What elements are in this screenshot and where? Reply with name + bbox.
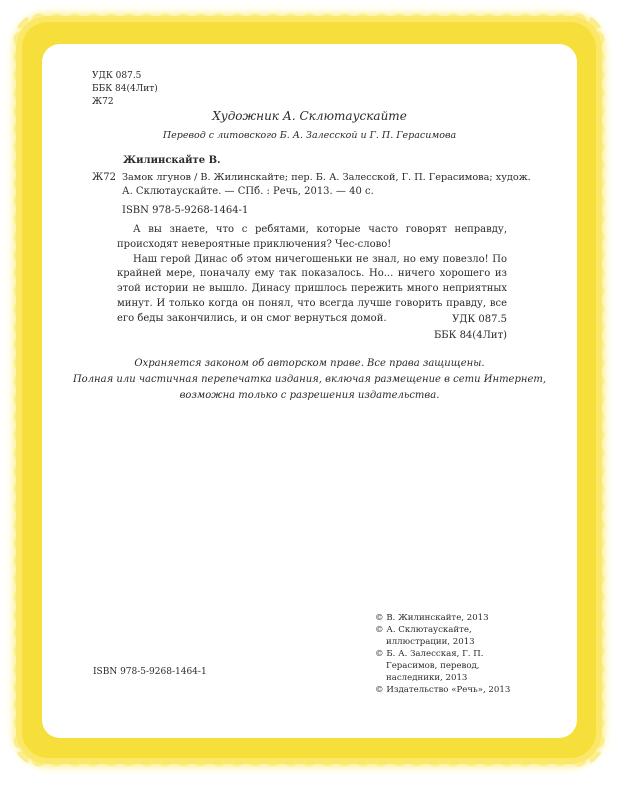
catalog-isbn: ISBN 978-5-9268-1464-1	[122, 205, 249, 216]
author-mark: Ж72	[92, 97, 114, 107]
udk-code: УДК 087.5	[92, 71, 142, 81]
artist-credit-text: Художник А. Склютаускайте	[212, 109, 407, 123]
catalog-mark: Ж72	[92, 172, 116, 183]
annotation	[117, 223, 507, 327]
catalog-entry-line1: Замок лгунов / В. Жилинскайте; пер. Б. А. Залесской, Г. П. Герасимова; худож.	[122, 172, 531, 183]
udk-code-right: УДК 087.5	[452, 314, 507, 325]
translation-credit	[0, 129, 619, 143]
rights-text: Охраняется законом об авторском праве. Все права защищены.	[134, 358, 485, 369]
artist-credit	[0, 109, 619, 123]
rights-text: Полная или частичная перепечатка издания, включая размещение в сети Интернет,	[72, 374, 547, 385]
rights-line-3	[0, 389, 619, 403]
copyright-list	[375, 612, 525, 696]
translation-credit-text: Перевод с литовского Б. А. Залесской и Г. П. Герасимова	[162, 130, 457, 141]
catalog-entry-line2: А. Склютаускайте. — СПб. : Речь, 2013. — 40 с.	[122, 186, 374, 197]
rights-line-2	[0, 373, 619, 387]
rights-line-1	[0, 357, 619, 371]
annotation-paragraph: А вы знаете, что с ребятами, которые часто говорят неправду, происходят невероятные приключения? Чес-слово!	[117, 224, 507, 250]
copyright-item: © Б. А. Залесская, Г. П. Герасимов, перевод, наследники, 2013	[375, 649, 484, 683]
copyright-item: © Издательство «Речь», 2013	[375, 685, 511, 695]
catalog-author-heading: Жилинскайте В.	[123, 155, 221, 166]
bbk-code-right: ББК 84(4Лит)	[433, 330, 507, 341]
rights-text: возможна только с разрешения издательства.	[179, 390, 440, 401]
bbk-code: ББК 84(4Лит)	[92, 84, 158, 94]
copyright-item: © А. Склютаускайте, иллюстрации, 2013	[375, 625, 475, 647]
bottom-isbn: ISBN 978-5-9268-1464-1	[93, 667, 207, 677]
annotation-paragraph: Наш герой Динас об этом ничегошеньки не знал, но ему повезло! По крайней мере, поначалу ему так показалось. Но... ничего хорошего из этой истории не вышло. Динасу пришлось пережить много неприятных минут. И только когда он понял, что всегда лучше говорить правду, все его беды закончились, и он смог вернуться домой.	[117, 253, 507, 324]
copyright-item: © В. Жилинскайте, 2013	[375, 613, 489, 623]
